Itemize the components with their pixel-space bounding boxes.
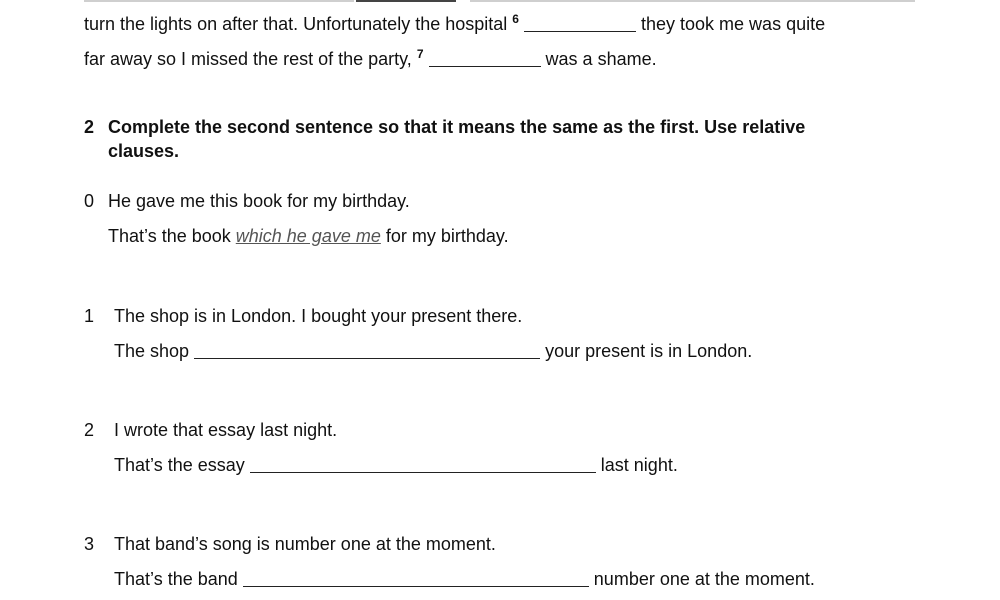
prompt-start: That’s the book — [108, 226, 231, 246]
passage-line-1 — [84, 13, 825, 35]
item-number: 2 — [84, 420, 95, 440]
item-sentence: The shop is in London. I bought your present there. — [114, 306, 523, 326]
item-prompt — [108, 225, 509, 247]
item-prompt — [114, 568, 815, 590]
prompt-end: for my birthday. — [385, 226, 509, 246]
answer-blank-1[interactable] — [194, 357, 540, 359]
item-sentence: That band’s song is number one at the moment. — [114, 534, 496, 554]
gap-7-blank[interactable] — [429, 65, 541, 67]
passage-text: they took me was quite — [641, 14, 826, 34]
item-number: 1 — [84, 306, 95, 326]
item-sentence: He gave me this book for my birthday. — [108, 191, 410, 211]
item-sentence: I wrote that essay last night. — [114, 420, 338, 440]
prompt-end: your present is in London. — [545, 341, 753, 361]
answer-blank-2[interactable] — [250, 471, 596, 473]
prompt-start: That’s the essay — [114, 455, 245, 475]
passage-text: turn the lights on after that. Unfortunately the hospital — [84, 14, 508, 34]
gap-number: 6 — [512, 12, 519, 26]
example-answer: which he gave me — [235, 226, 381, 246]
gap-number: 7 — [416, 47, 424, 61]
exercise-instruction-line-2: clauses. — [108, 141, 180, 161]
cropped-text-fragment — [356, 0, 456, 2]
cropped-text-fragment — [84, 0, 354, 2]
item-prompt — [114, 340, 752, 362]
exercise-instruction-line-1: Complete the second sentence so that it means the same as the first. Use relative — [108, 117, 806, 137]
exercise-number: 2 — [84, 117, 95, 137]
prompt-end: number one at the moment. — [593, 569, 815, 589]
prompt-end: last night. — [600, 455, 678, 475]
passage-line-2 — [84, 48, 657, 70]
item-number: 0 — [84, 191, 95, 211]
cropped-text-fragment — [470, 0, 915, 2]
item-prompt — [114, 454, 678, 476]
passage-text: far away so I missed the rest of the party, — [84, 49, 412, 69]
item-number: 3 — [84, 534, 95, 554]
passage-text: was a shame. — [545, 49, 657, 69]
prompt-start: The shop — [114, 341, 190, 361]
prompt-start: That’s the band — [114, 569, 238, 589]
answer-blank-3[interactable] — [243, 585, 589, 587]
gap-6-blank[interactable] — [524, 30, 636, 32]
